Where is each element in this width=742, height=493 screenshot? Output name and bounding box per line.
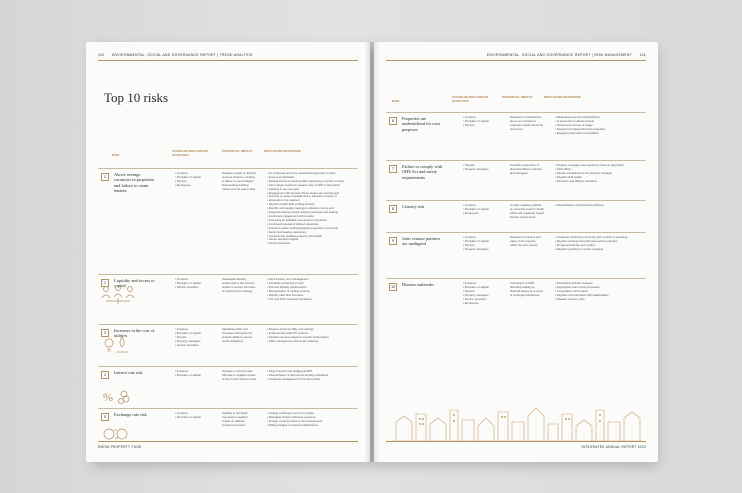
risk-number: 8 [389, 205, 397, 213]
impact-text-item: in failure to meet budgets [222, 178, 254, 183]
risk-number: 5 [101, 413, 109, 421]
mitigation-list [264, 278, 311, 301]
exchange-currency-icon [102, 426, 130, 442]
stakeholder-list [460, 204, 489, 216]
city-skyline-illustration [392, 404, 642, 442]
impact-text-item: Inadequate liquidity [222, 277, 247, 281]
stakeholder-list [460, 164, 489, 172]
risk-name: Above average vacancies in properties and failure to retain tenants [114, 172, 155, 194]
risk-name: Disease outbreaks [402, 282, 434, 287]
impact-text [510, 282, 543, 298]
stakeholder-list-item: • Service providers [175, 342, 199, 347]
impact-text-item: Negative impact on Emira's [222, 171, 256, 175]
impact-text-item: may lead to negative [222, 414, 248, 419]
impact-text [510, 116, 543, 132]
header-rule [98, 60, 358, 61]
mitigation-list-item: • Accessing all available resources to incentivise [267, 217, 327, 222]
mitigation-list [264, 370, 328, 382]
col-header-stakeholders: STAKEHOLDER GROUP AFFECTED [172, 149, 209, 157]
impact-text [222, 370, 256, 382]
impact-text-item: Deteriorating building [222, 182, 249, 187]
mitigation-list-item: • Monthly and weekly meetings to discuss current and [267, 206, 334, 211]
stakeholder-list-item: • Tenants [463, 122, 475, 127]
mitigation-list-item: • Regular communication with stakeholders [555, 292, 609, 297]
risk-row [98, 168, 358, 273]
impact-text [222, 278, 255, 294]
stakeholder-list-item: • Investors [463, 115, 477, 119]
mitigation-list-item: • Tenant retention targets [267, 237, 299, 242]
stakeholder-list-item: • Investors [463, 281, 477, 285]
col-header-risk: RISK [112, 153, 120, 157]
mitigation-list-item: • Disaster recovery plan [555, 296, 585, 301]
mitigation-list-item: • LTV and ICR covenants monitored [267, 296, 312, 301]
impact-text-item: impact on offshore [222, 418, 245, 423]
mitigation-list-item: • Foreign exchange cover put in place [267, 411, 314, 415]
risk-number: 1 [101, 173, 109, 181]
impact-text-item: A major negative political [510, 203, 541, 207]
mitigation-list-item: • Appropriate cost control processes [555, 284, 600, 289]
mitigation-list-item: • with a target maximum vacancy rate of 10% of all tenants [267, 182, 340, 187]
mitigation-list-item: • Diversified portfolio of assets [555, 281, 593, 285]
impact-text-item: investment income [222, 422, 246, 427]
mitigation-list-item: • Regular OHS audits [555, 174, 582, 179]
mitigation-list-item: • Rolling hedges of expected distributions [267, 422, 319, 427]
mitigation-list-item: • Review compliance by the property manager [555, 170, 613, 175]
stakeholder-list-item: • Service providers [463, 296, 487, 301]
stakeholder-list-item: • Providers of capital [463, 238, 489, 243]
impact-text-item: values and net asset value [222, 186, 256, 191]
col-header-impact: POTENTIAL IMPACT [222, 149, 253, 153]
stakeholder-list-item: • Service providers [175, 284, 199, 289]
impact-text-item: financial losses as a result [510, 288, 543, 293]
mitigation-list-item: • Continued renewal of defined vacancies [267, 221, 319, 226]
mitigation-list-item: • Continual management of the debt profile [267, 376, 321, 381]
mitigation-list [552, 116, 605, 136]
mitigation-list-item: • Disposal of underperforming properties [555, 126, 606, 131]
stakeholder-list-item: • Providers of capital [175, 280, 201, 285]
mitigation-list [264, 328, 329, 344]
mitigation-list-item: • Regular contact with existing tenants [267, 202, 315, 207]
mitigation-list-item: • An enhanced and more streamlined approach to client [267, 171, 336, 175]
impact-text-item: could result in the Group's [222, 280, 255, 285]
people-network-icon [100, 284, 136, 306]
impact-text-item: increases will impact the [222, 330, 253, 335]
stakeholder-list-item: • Investors [175, 327, 189, 331]
impact-text [222, 412, 248, 428]
impact-text-item: rental obligations [222, 338, 244, 343]
risk-row [386, 160, 646, 199]
impact-text [510, 164, 542, 176]
stakeholder-list-item: • Property managers [175, 338, 201, 343]
svg-text:%: % [103, 390, 113, 404]
book-spine-shadow [364, 42, 380, 462]
mitigation-list [552, 204, 604, 208]
stakeholder-list [172, 172, 201, 188]
impact-text-item: or implement its strategy [222, 288, 253, 293]
stakeholder-list-item: • Providers of capital [463, 118, 489, 123]
risk-row [98, 274, 358, 323]
col-header-risk: RISK [392, 99, 400, 103]
risk-name: Joint venture partners are unaligned [402, 236, 441, 247]
mitigation-list-item: • vacating in any one year [267, 186, 300, 191]
mitigation-list-item: • of properties to attract tenants [555, 118, 594, 123]
mitigation-list-item: • Foreign currency loans to fund investments [267, 418, 323, 423]
stakeholder-list [172, 328, 201, 348]
mitigation-list-item: • projected vacancy levels, leasing incentives and leasing [267, 210, 338, 215]
risk-number: 3 [101, 329, 109, 337]
stakeholder-list-item: • Investors [175, 277, 189, 281]
impact-text-item: directors/officers of Emira [510, 166, 542, 171]
impact-text-item: Reduction in distributions [510, 115, 542, 119]
mitigation-list-item: • Cooperation with tenants [555, 288, 588, 293]
right-page [374, 42, 658, 462]
risk-row [386, 112, 646, 159]
mitigation-list-item: • Constant monitoring of cash [267, 280, 304, 285]
impact-text [510, 204, 544, 220]
risk-number: 7 [389, 165, 397, 173]
stakeholder-list [172, 412, 201, 420]
col-header-stakeholders: STAKEHOLDER GROUP AFFECTED [452, 95, 489, 103]
mitigation-list-item: • Continued engagement with tenants [267, 213, 314, 218]
stakeholder-list-item: • Investors [463, 203, 477, 207]
mitigation-list-item: • Tenant incentives [267, 241, 291, 246]
impact-text-item: on the Fund's finance costs [222, 376, 256, 381]
risk-name: Interest rate risk [114, 370, 143, 375]
impact-text-item: value of the property [510, 238, 536, 243]
left-header-text: ENVIRONMENTAL, SOCIAL AND GOVERNANCE REPORT | TREND ANALYSIS [112, 53, 253, 57]
risk-number: 9 [389, 237, 397, 245]
mitigation-list-item: • Sector and leasing experience [267, 229, 307, 234]
mitigation-list-item: • Reassessment of rental profiles specifying a number of ways [267, 178, 344, 183]
right-footer: INTEGRATED ANNUAL REPORT 2023 [581, 445, 646, 449]
mitigation-list-item: • Continual monitoring of how the joint venture is operating [555, 235, 628, 239]
mitigation-list-item: • Diversification of funding sources [267, 288, 310, 293]
risk-name: Properties are underutilised for own purposes [402, 116, 440, 132]
risk-name: Exchange rate risk [114, 412, 147, 417]
mitigation-list-item: • Diversification of debt across lending institutions [267, 372, 329, 377]
impact-text-item: Possible prosecution of [510, 163, 539, 167]
footer-rule [386, 441, 646, 442]
stakeholder-list-item: • Providers of capital [463, 284, 489, 289]
mitigation-list [552, 282, 609, 302]
left-page [86, 42, 370, 462]
impact-text-item: Reduction in income and [510, 235, 541, 239]
stakeholder-list-item: • Property managers [463, 292, 489, 297]
stakeholder-list-item: • Tenants [463, 242, 475, 247]
risk-number: 10 [389, 283, 397, 291]
open-report-booklet [86, 42, 658, 462]
mitigation-list [264, 172, 344, 246]
stakeholder-list-item: • Employees [463, 210, 479, 215]
impact-text-item: Increase in interest rates [222, 369, 253, 373]
header-rule [386, 60, 646, 61]
mitigation-list-item: • OHS officer [555, 166, 572, 171]
impact-text-item: Volatility in the Rand [222, 411, 248, 415]
risk-number: 2 [101, 279, 109, 287]
mitigation-list-item: • focusing on lease renewals well in advance of expiry of [267, 194, 337, 199]
stakeholder-list-item: • Employees [463, 300, 479, 305]
mitigation-list-item: • Directors' and officers' insurance [555, 178, 598, 183]
mitigation-list-item: • Engagement with tenants whose leases are expiring and [267, 190, 339, 195]
mitigation-list-item: • Utility management with smart metering [267, 338, 318, 343]
mitigation-list [264, 412, 322, 428]
impact-text-item: due to an increase in [510, 118, 536, 123]
stakeholder-list-item: • Providers of capital [175, 372, 201, 377]
right-header-text: ENVIRONMENTAL, SOCIAL AND GOVERNANCE REPORT | RISK MANAGEMENT [486, 53, 632, 57]
right-page-number: 101 [639, 53, 646, 57]
mitigation-list-item: • Diversification of investments offshore [555, 203, 604, 207]
stakeholder-list-item: • Investors [463, 235, 477, 239]
impact-text-item: will have a negative impact [222, 372, 256, 377]
mitigation-list [552, 164, 623, 184]
impact-text-item: recovered [510, 126, 523, 131]
mitigation-list-item: • Redevelopment and refurbishment [555, 115, 600, 119]
impact-text-item: and managers [510, 170, 528, 175]
mitigation-list-item: • Access to active retail geographic expansion of property [267, 225, 338, 230]
mitigation-list-item: • Regular meetings held with joint venture partners [555, 238, 618, 243]
mitigation-list-item: • Tenants are encouraged to monitor consumption [267, 334, 329, 339]
impact-text [222, 328, 252, 344]
impact-text-item: tenants' ability to service [222, 334, 253, 339]
impact-text-item: Emira's performance [510, 214, 536, 219]
mitigation-list-item: • Target interest rate hedging at 80% [267, 369, 313, 373]
impact-text-item: of prolonged shutdowns [510, 292, 540, 297]
risk-row [386, 232, 646, 277]
stakeholder-list [172, 278, 201, 290]
impact-text-item: unable to service the loans [222, 284, 256, 289]
stakeholder-list-item: • Investors [175, 171, 189, 175]
stakeholder-list-item: • Employees [175, 182, 191, 187]
risk-number: 4 [101, 371, 109, 379]
impact-text-item: Significant utility cost [222, 327, 248, 331]
stakeholder-list [460, 116, 489, 128]
mitigation-list-item: • Managing foreign exchange exposure [267, 414, 316, 419]
left-footer: EMIRA PROPERTY FUND [98, 445, 142, 449]
stakeholder-list-item: • Providers of capital [175, 174, 201, 179]
mitigation-list-item: • Continuously updating property information [267, 233, 323, 238]
mitigation-list-item: • flow and liquidity requirements [267, 284, 307, 289]
mitigation-list-item: • focus is emphasised [267, 174, 295, 179]
impact-text-item: Africa will negatively impact [510, 210, 545, 215]
mitigation-list-item: • Implementing solar PV systems [267, 330, 308, 335]
stakeholder-list-item: • Property managers [463, 246, 489, 251]
impact-text-item: Contraction of GDP [510, 281, 535, 285]
mitigation-list-item: • Monthly cash flow forecasts [267, 292, 304, 297]
stakeholder-list-item: • Investors [175, 369, 189, 373]
risk-name: Country risk [402, 204, 425, 209]
mitigation-list-item: • Strict treasury and management [267, 277, 309, 281]
stakeholder-list-item: • Providers of capital [175, 414, 201, 419]
risk-name: Increases in the cost of utilities [114, 328, 155, 339]
risk-row [98, 324, 358, 365]
risk-row [98, 366, 358, 407]
impact-text-item: or economic event in South [510, 206, 544, 211]
col-header-mitigation: MITIGATION RESPONSE [544, 95, 581, 99]
stakeholder-list [460, 282, 489, 305]
mitigation-list-item: • Regular reporting to monitor progress [555, 246, 604, 251]
stakeholder-list-item: • Tenants [463, 163, 475, 167]
percent-coins-icon [102, 386, 132, 406]
risk-name: Failure to comply with OHS Act and safety requirements [402, 164, 443, 180]
col-header-mitigation: MITIGATION RESPONSE [264, 149, 301, 153]
impact-text [222, 172, 256, 192]
utilities-icon [102, 335, 132, 355]
mitigation-list-item: • all tenants to be retained [267, 198, 300, 203]
mitigation-list-item: • All agreements are put in place [555, 242, 596, 247]
stakeholder-list-item: • Providers of capital [175, 330, 201, 335]
left-page-number: 100 [98, 53, 105, 57]
stakeholder-list-item: • Tenants [175, 334, 187, 339]
mitigation-list-item: • Continuous reviews of usage [555, 122, 593, 127]
mitigation-list-item: • Projects aimed at utility cost savings [267, 327, 314, 331]
stakeholder-list [460, 236, 489, 252]
mitigation-list-item: • Engaging with local municipalities [555, 130, 599, 135]
col-header-impact: POTENTIAL IMPACT [502, 95, 533, 99]
mitigation-list [552, 236, 627, 252]
impact-text-item: ultimately leading to [510, 284, 535, 289]
risk-row [386, 278, 646, 339]
risk-name: Liquidity and access to capital [114, 278, 155, 289]
stakeholder-list [172, 370, 201, 378]
impact-text-item: revenue streams, resulting [222, 174, 255, 179]
page-title: Top 10 risks [104, 90, 169, 105]
impact-text-item: expenses which cannot be [510, 122, 543, 127]
risk-row [386, 200, 646, 231]
footer-rule [98, 441, 358, 442]
risk-number: 6 [389, 117, 397, 125]
impact-text-item: within the joint venture [510, 242, 538, 247]
stakeholder-list-item: • Providers of capital [463, 206, 489, 211]
impact-text [510, 236, 541, 248]
stakeholder-list-item: • Tenants [175, 178, 187, 183]
stakeholder-list-item: • Property managers [463, 166, 489, 171]
mitigation-list-item: • Property managers are required to have an appointed [555, 163, 624, 167]
stakeholder-list-item: • Investors [175, 411, 189, 415]
stakeholder-list-item: • Tenants [463, 288, 475, 293]
